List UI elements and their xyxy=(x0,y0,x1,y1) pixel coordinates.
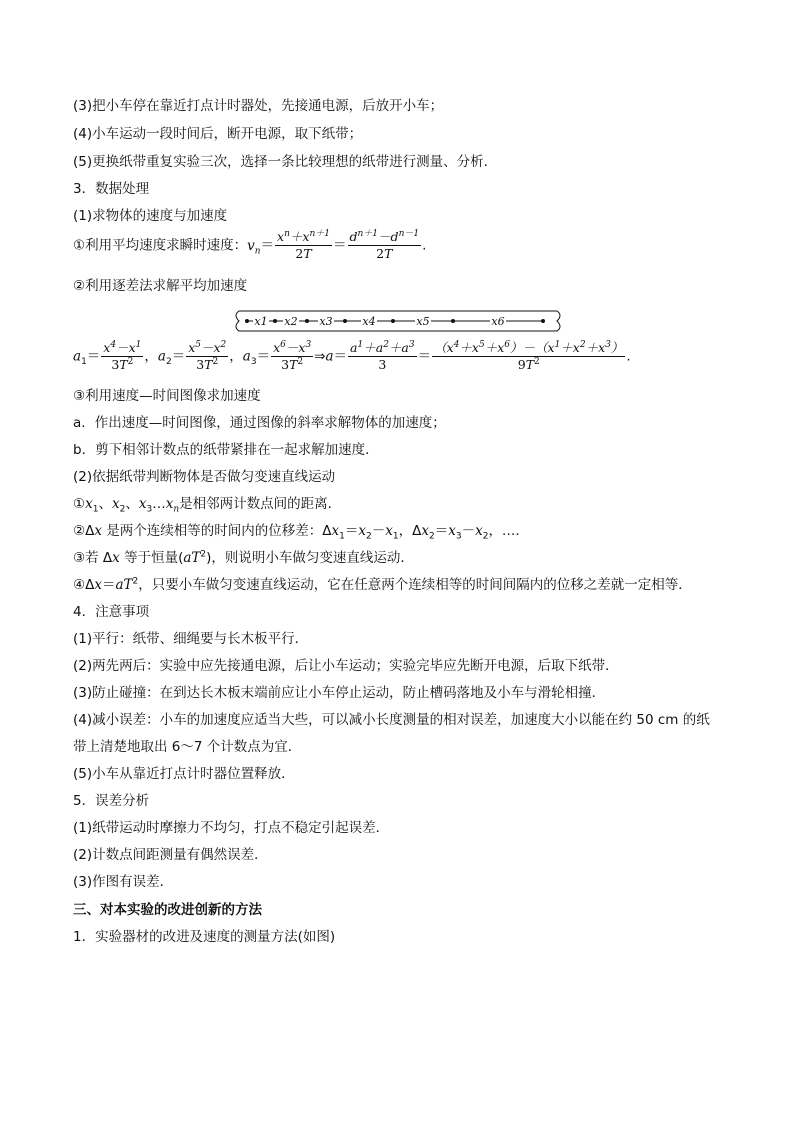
tape-label: x2 xyxy=(284,315,298,328)
text-line: (5)小车从靠近打点计时器位置释放． xyxy=(73,766,295,782)
text-line: ③利用速度—时间图像求加速度 xyxy=(73,388,261,404)
text-line: b．剪下相邻计数点的纸带紧排在一起求解加速度． xyxy=(73,442,379,458)
text-line: (2)两先两后：实验中应先接通电源，后让小车运动；实验完毕应先断开电源，后取下纸带． xyxy=(73,658,619,674)
text-line: a．作出速度—时间图像，通过图像的斜率求解物体的加速度； xyxy=(73,415,446,431)
velocity-formula: ①利用平均速度求瞬时速度：$v_n=$ $\frac{x^n+x^{n+1}}{2T}$ ＝ $\frac{d^{n+1}-d^{n-1}}{2T}$ . xyxy=(73,228,427,261)
tape-label: x4 xyxy=(362,315,376,328)
text-line: ③若 Δx 等于恒量$(aT^2)$，则说明小车做匀变速直线运动． xyxy=(73,549,414,566)
tape-label: x5 xyxy=(416,315,430,328)
text-line: ②Δx 是两个连续相等的时间内的位移差：$\Delta x_1=x_2-x_1$，$\Delta x_2=x_3-x_2$，…. xyxy=(73,523,520,542)
tape-label: x6 xyxy=(491,315,505,328)
text-line: (1)纸带运动时摩擦力不均匀，打点不稳定引起误差． xyxy=(73,820,390,836)
text-line: 1．实验器材的改进及速度的测量方法(如图) xyxy=(73,929,336,945)
section-heading: 5．误差分析 xyxy=(73,793,150,809)
paper-tape-diagram xyxy=(233,309,563,333)
section-title: 三、对本实验的改进创新的方法 xyxy=(73,902,262,918)
text-line: (4)减小误差：小车的加速度应适当大些，可以减小长度测量的相对误差，加速度大小以能在约 50 cm 的纸 xyxy=(73,712,710,728)
text-line: (3)把小车停在靠近打点计时器处，先接通电源，后放开小车； xyxy=(73,98,444,114)
text-line: (5)更换纸带重复实验三次，选择一条比较理想的纸带进行测量、分析． xyxy=(73,154,498,170)
section-heading: 3．数据处理 xyxy=(73,181,150,197)
text-line: $④\Delta x=aT^2$，只要小车做匀变速直线运动，它在任意两个连续相等的时间间隔内的位移之差就一定相等． xyxy=(73,576,692,593)
text-line: ②利用逐差法求解平均加速度 xyxy=(73,278,248,294)
text-line: (4)小车运动一段时间后，断开电源，取下纸带； xyxy=(73,126,363,142)
text-line: (2)依据纸带判断物体是否做匀变速直线运动 xyxy=(73,469,336,485)
text-line: (1)求物体的速度与加速度 xyxy=(73,208,228,224)
section-heading: 4．注意事项 xyxy=(73,604,150,620)
text-line: (2)计数点间距测量有偶然误差． xyxy=(73,847,268,863)
acceleration-formula: $a_1=$ $\frac{x^4-x^1}{3T^2}$ ，$a_2=$ $\frac{x^5-x^2}{3T^2}$ ，$a_3=$ $\frac{x^6-x^3}{3T^2}$ ⇒a＝ $\frac{a^1+a^2+a^3}{3}$ ＝ $\frac{(x^4+x^5+x^6)-(x^1+x^2+x^3)}{9T^2}$ . xyxy=(73,339,631,372)
text-line: 带上清楚地取出 6～7 个计数点为宜． xyxy=(73,739,302,755)
text-line: (3)防止碰撞：在到达长木板末端前应让小车停止运动，防止槽码落地及小车与滑轮相撞． xyxy=(73,685,606,701)
tape-label: x3 xyxy=(319,315,333,328)
text-line: $①x_1$、$x_2$、$x_3\dots x_n$是相邻两计数点间的距离． xyxy=(73,496,342,515)
text-line: (3)作图有误差． xyxy=(73,874,174,890)
tape-label: x1 xyxy=(254,315,268,328)
text-line: (1)平行：纸带、细绳要与长木板平行． xyxy=(73,631,309,647)
text-line: ①利用平均速度求瞬时速度： xyxy=(73,237,248,254)
